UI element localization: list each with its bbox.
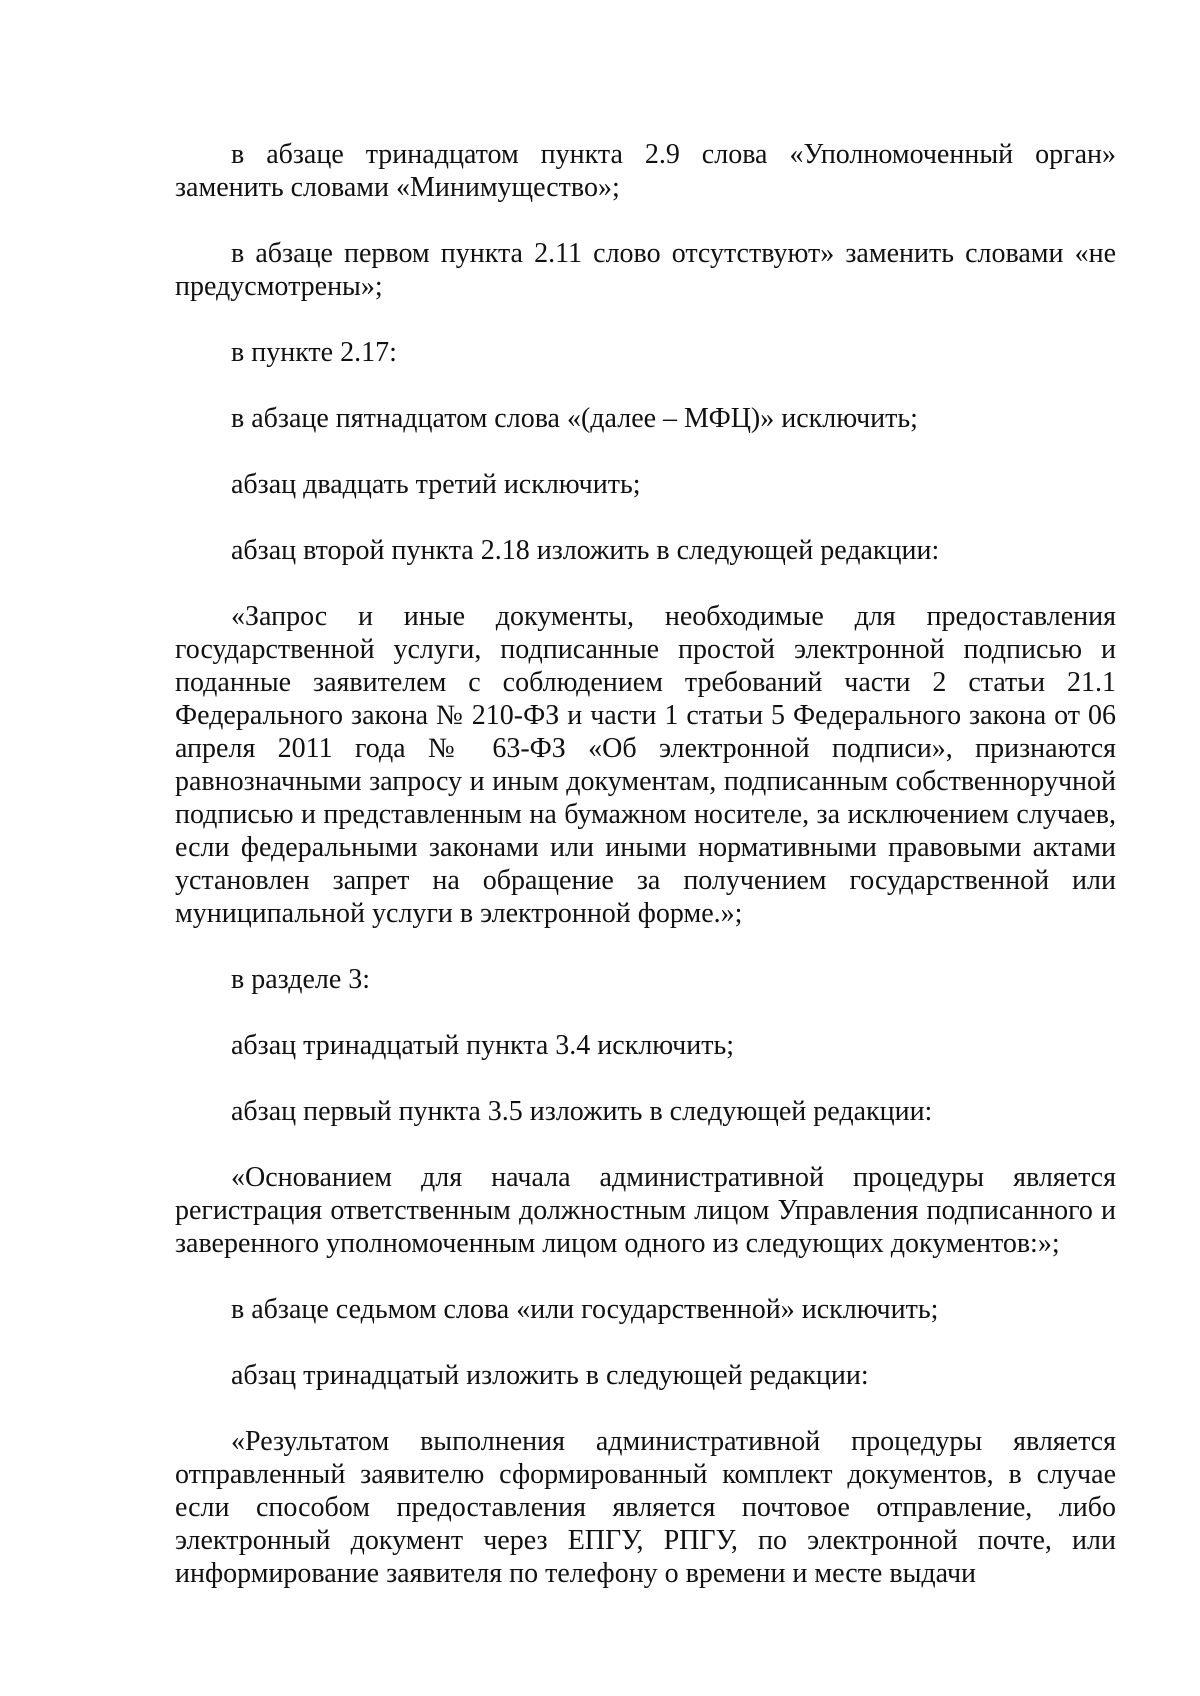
document-body (175, 138, 1116, 1590)
paragraph-3-4: абзац тринадцатый пункта 3.4 исключить; (231, 1030, 734, 1061)
paragraph-item-7: в абзаце седьмом слова «или государственной» исключить; (231, 1294, 939, 1325)
paragraph-2-17-item-15: в абзаце пятнадцатом слова «(далее – МФЦ)» исключить; (231, 403, 918, 434)
paragraph-2-9: в абзаце тринадцатом пункта 2.9 слова «Уполномоченный орган» заменить словами «Минимущество»; (175, 139, 1116, 203)
paragraph-2-17-heading: в пункте 2.17: (231, 337, 397, 368)
paragraph-3-5-quote: «Основанием для начала административной процедуры является регистрация ответственным должностным лицом Управления подписанного и заверенного уполномоченным лицом одного из следующих документов:»; (175, 1162, 1116, 1259)
paragraph-section-3: в разделе 3: (231, 964, 371, 995)
paragraph-3-5: абзац первый пункта 3.5 изложить в следующей редакции: (231, 1096, 933, 1127)
paragraph-2-18: абзац второй пункта 2.18 изложить в следующей редакции: (231, 535, 940, 566)
paragraph-item-13: абзац тринадцатый изложить в следующей редакции: (231, 1360, 869, 1391)
paragraph-2-11: в абзаце первом пункта 2.11 слово отсутствуют» заменить словами «не предусмотрены»; (175, 238, 1116, 302)
paragraph-2-17-item-23: абзац двадцать третий исключить; (231, 469, 641, 500)
paragraph-item-13-quote: «Результатом выполнения административной процедуры является отправленный заявителю сформированный комплект документов, в случае если способом предоставления является почтовое отправление, либо электронный документ через ЕПГУ, РПГУ, по электронной почте, или информирование заявителя по телефону о времени и месте выдачи (175, 1426, 1116, 1589)
paragraph-2-18-quote: «Запрос и иные документы, необходимые для предоставления государственной услуги, подписанные простой электронной подписью и поданные заявителем с соблюдением требований части 2 статьи 21.1 Федерального закона № 210-ФЗ и части 1 статьи 5 Федерального закона от 06 апреля 2011 года № 63-ФЗ «Об электронной подписи», признаются равнозначными запросу и иным документам, подписанным собственноручной подписью и представленным на бумажном носителе, за исключением случаев, если федеральными законами или иными нормативными правовыми актами установлен запрет на обращение за получением государственной или муниципальной услуги в электронной форме.»; (175, 601, 1116, 929)
